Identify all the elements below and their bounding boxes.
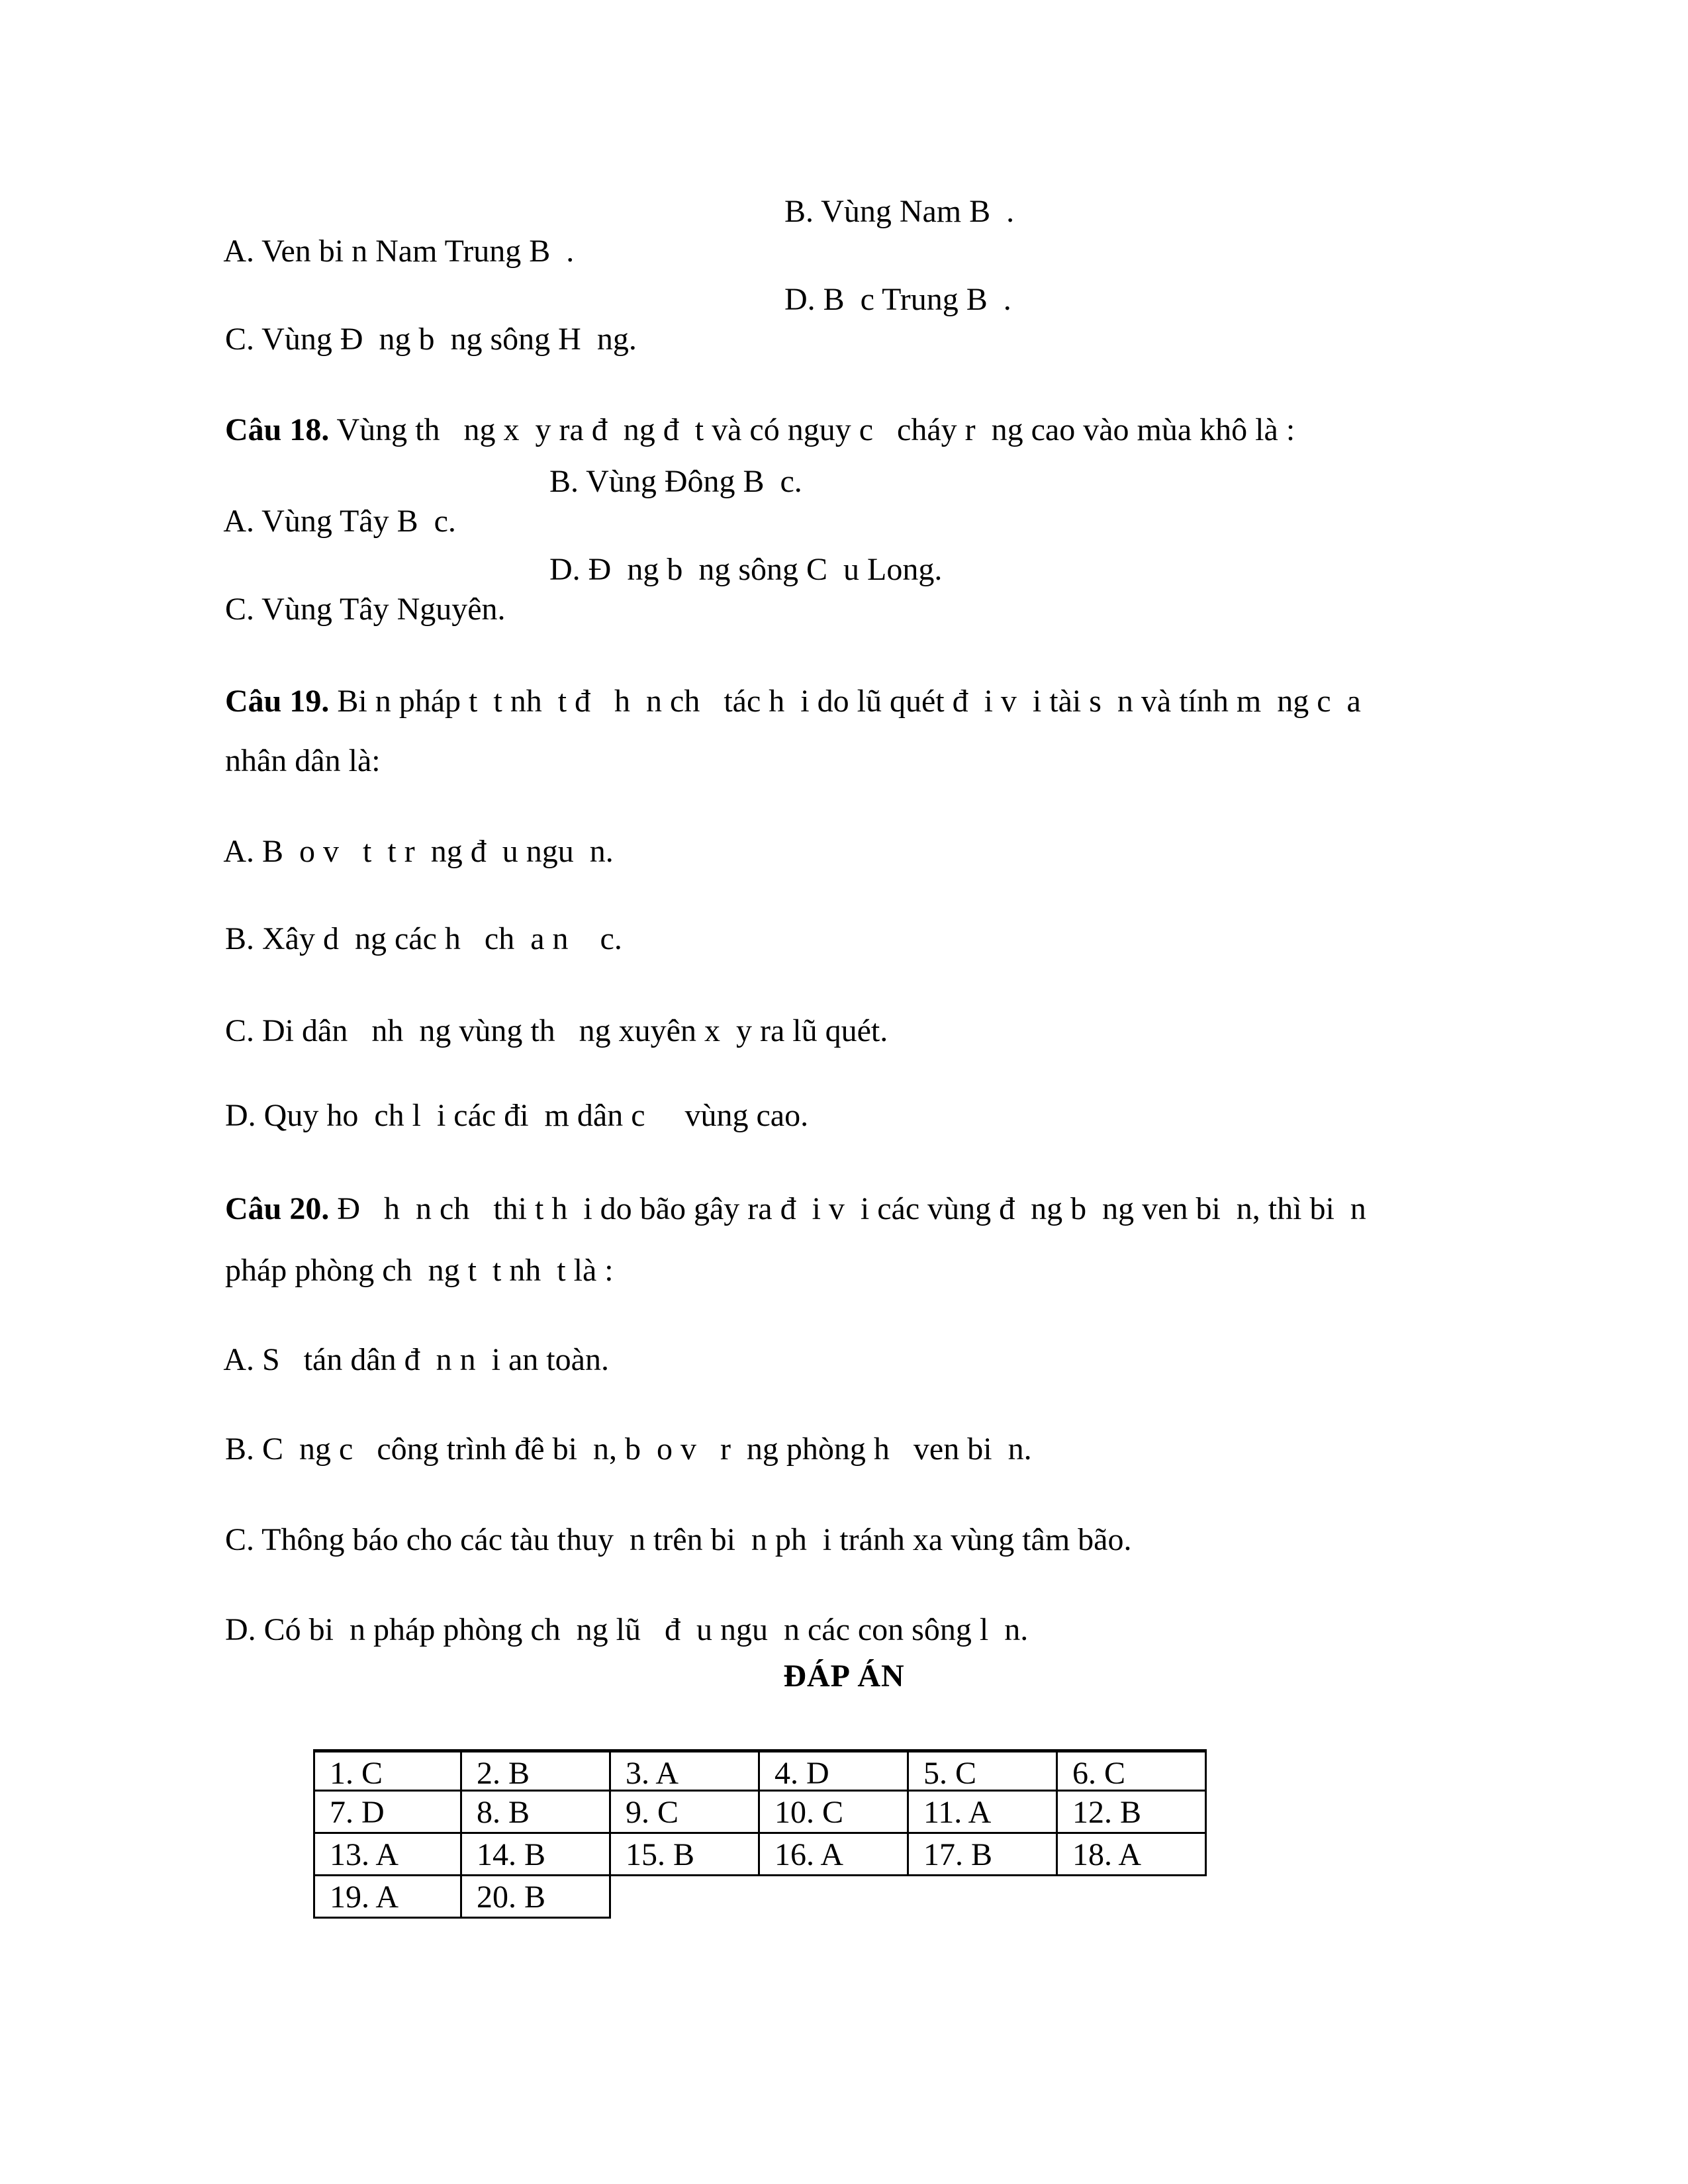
answer-cell-8: 8. B [462, 1792, 611, 1834]
q18-option-a: A. Vùng Tây B c. [223, 504, 456, 539]
answer-cell-19: 19. A [313, 1876, 462, 1919]
answer-cell-6: 6. C [1058, 1749, 1207, 1792]
answer-cell-7: 7. D [313, 1792, 462, 1834]
q19-option-b: B. Xây d ng các h ch a n c. [225, 921, 622, 956]
answer-cell-17: 17. B [909, 1834, 1058, 1876]
q17-option-d: D. B c Trung B . [784, 282, 1011, 317]
q17-option-a: A. Ven bi n Nam Trung B . [223, 234, 575, 269]
answer-key-title: ĐÁP ÁN [783, 1659, 905, 1694]
answer-cell-12: 12. B [1058, 1792, 1207, 1834]
answer-cell-5: 5. C [909, 1749, 1058, 1792]
answer-cell-11: 11. A [909, 1792, 1058, 1834]
q17-option-b: B. Vùng Nam B . [784, 194, 1015, 229]
q20-label: Câu 20. [225, 1191, 330, 1226]
answer-table-empty-area [611, 1876, 1207, 1919]
q20-option-d: D. Có bi n pháp phòng ch ng lũ đ u ngu n các con sông l n. [225, 1612, 1029, 1647]
answer-cell-2: 2. B [462, 1749, 611, 1792]
answer-cell-13: 13. A [313, 1834, 462, 1876]
q20-option-b: B. C ng c công trình đê bi n, b o v r ng phòng h ven bi n. [225, 1432, 1032, 1467]
q19-option-a: A. B o v t t r ng đ u ngu n. [223, 834, 614, 869]
q20-stem-text: Đ h n ch thi t h i do bão gây ra đ i v i các vùng đ ng b ng ven bi n, thì bi n [329, 1191, 1366, 1226]
q18-option-c: C. Vùng Tây Nguyên. [225, 592, 506, 627]
q20-option-c: C. Thông báo cho các tàu thuy n trên bi n ph i tránh xa vùng tâm bão. [225, 1522, 1132, 1557]
answer-cell-1: 1. C [313, 1749, 462, 1792]
answer-cell-10: 10. C [760, 1792, 909, 1834]
answer-cell-4: 4. D [760, 1749, 909, 1792]
answer-cell-20: 20. B [462, 1876, 611, 1919]
q18-option-d: D. Đ ng b ng sông C u Long. [549, 552, 943, 587]
q20-stem-text-2: pháp phòng ch ng t t nh t là : [225, 1253, 614, 1288]
q19-label: Câu 19. [225, 684, 330, 719]
q18-stem-text: Vùng th ng x y ra đ ng đ t và có nguy c cháy r ng cao vào mùa khô là : [329, 412, 1295, 447]
q19-option-c: C. Di dân nh ng vùng th ng xuyên x y ra lũ quét. [225, 1013, 888, 1048]
answer-cell-14: 14. B [462, 1834, 611, 1876]
answer-cell-18: 18. A [1058, 1834, 1207, 1876]
q20-option-a: A. S tán dân đ n n i an toàn. [223, 1342, 609, 1377]
answer-cell-3: 3. A [611, 1749, 760, 1792]
q19-stem-text-2: nhân dân là: [225, 743, 381, 778]
q17-option-c: C. Vùng Đ ng b ng sông H ng. [225, 322, 637, 357]
q19-option-d: D. Quy ho ch l i các đi m dân c vùng cao. [225, 1098, 809, 1133]
answer-cell-16: 16. A [760, 1834, 909, 1876]
q18-option-b: B. Vùng Đông B c. [549, 464, 802, 499]
answer-cell-15: 15. B [611, 1834, 760, 1876]
q19-stem-text: Bi n pháp t t nh t đ h n ch tác h i do lũ quét đ i v i tài s n và tính m ng c a [329, 684, 1361, 719]
answer-cell-9: 9. C [611, 1792, 760, 1834]
answer-key-table [313, 1749, 1207, 1919]
q18-label: Câu 18. [225, 412, 330, 447]
